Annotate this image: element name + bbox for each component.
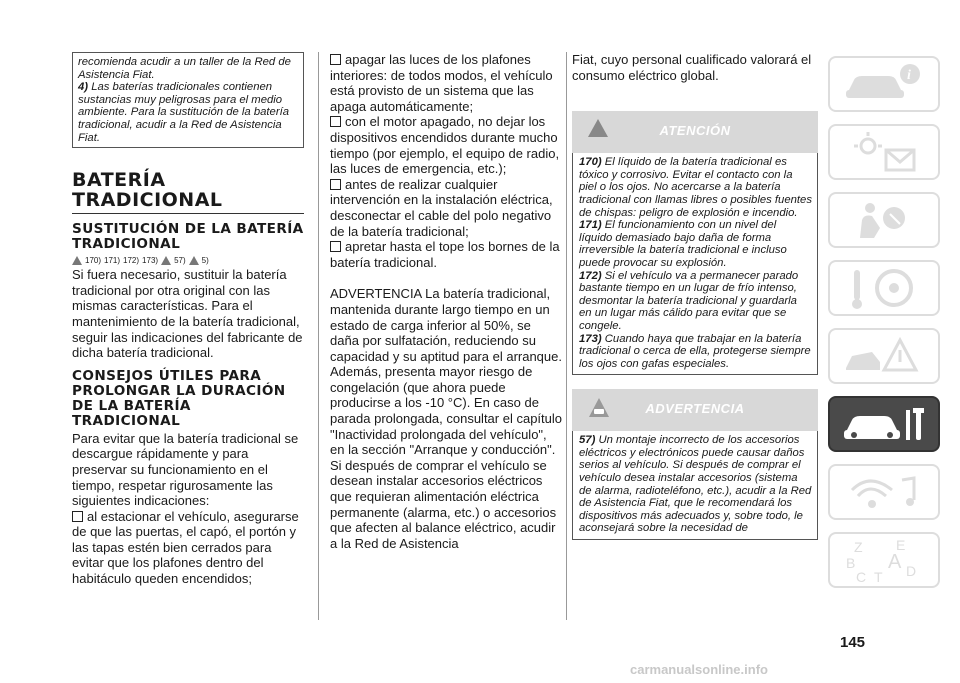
list-item — [330, 52, 562, 114]
list-item-text: apretar hasta el tope los bornes de la batería tradicional. — [330, 239, 560, 270]
note-item — [78, 81, 298, 144]
item-text: Cuando haya que trabajar en la batería tradicional o cerca de ella, protegerse siempre los ojos con gafas especiales. — [579, 332, 811, 370]
paragraph-replacement: Si fuera necesario, sustituir la batería tradicional por otra original con las mismas características. Para el mantenimiento de la batería tradicional, seguir las indicaciones del fabricante de dicha batería tradicional. — [72, 267, 303, 361]
list-item — [330, 177, 562, 239]
index-letter: Z — [854, 539, 863, 555]
atencion-item — [579, 270, 812, 333]
crash-icon — [840, 334, 930, 378]
column-2 — [330, 52, 562, 551]
page-number: 145 — [840, 634, 866, 651]
chapter-sidebar — [828, 56, 940, 600]
advertencia-box — [572, 431, 818, 540]
bullet-square-icon — [330, 179, 341, 190]
column-1 — [72, 52, 304, 587]
tab-starting-driving[interactable] — [828, 260, 940, 316]
note-ref: 4) — [78, 81, 89, 94]
intro-paragraph: Fiat, cuyo personal cualificado valorará el consumo eléctrico global. — [572, 52, 812, 83]
atencion-item — [579, 333, 812, 371]
multimedia-icon — [840, 470, 930, 514]
list-item — [330, 114, 562, 176]
item-text: Si el vehículo va a permanecer parado bastante tiempo en un lugar de frío intenso, desmontar la batería tradicional y guardarla en un lugar más cálido para evitar que se congele. — [579, 269, 799, 332]
bullet-square-icon — [330, 116, 341, 127]
ref-item: 173) — [142, 256, 159, 266]
warning-lights-icon — [840, 130, 930, 174]
tab-safety[interactable] — [828, 192, 940, 248]
list-item-text: con el motor apagado, no dejar los dispositivos encendidos durante mucho tiempo (por ejemplo, el equipo de radio, las luces de emergencia, etc.); — [330, 114, 560, 177]
item-ref: 57) — [579, 434, 596, 447]
tab-maintenance[interactable] — [828, 396, 940, 452]
item-ref: 172) — [579, 269, 602, 282]
column-divider — [566, 52, 567, 620]
index-letter: A — [888, 551, 902, 573]
subsection-title-tips: CONSEJOS ÚTILES PARA PROLONGAR LA DURACIÓN DE LA BATERÍA TRADICIONAL — [72, 367, 286, 429]
atencion-header — [572, 111, 818, 153]
ref-item: 172) — [123, 256, 140, 266]
list-item — [330, 239, 562, 270]
note-box-top — [72, 52, 304, 148]
note-text: Las baterías tradicionales contienen sustancias muy peligrosas para el medio ambiente. Para la sustitución de la batería tradicional, acudir a la Red de Asistencia Fiat. — [78, 81, 290, 144]
advertencia-paragraph: ADVERTENCIA La batería tradicional, mantenida durante largo tiempo en un estado de carga inferior al 50%, se daña por sulfatación, reduciendo su capacidad y su aptitud para el arranque. Además, presenta mayor riesgo de congelación (que ahora puede producirse a los -10 °C). En caso de parada prolongada, consultar el capítulo "Inactividad prolongada del vehículo", en la sección "Arranque y conducción". Si después de comprar el vehículo se desean instalar accesorios eléctricos que requieran alimentación eléctrica permanente (alarma, etc.) o accesorios que afecten al balance eléctrico, acudir a la Red de Asistencia — [330, 286, 562, 551]
tab-multimedia[interactable] — [828, 464, 940, 520]
tab-warning-lights[interactable] — [828, 124, 940, 180]
list-item — [72, 509, 304, 587]
bullet-square-icon — [72, 511, 83, 522]
reference-list — [72, 256, 304, 265]
atencion-title: ATENCIÓN — [659, 123, 731, 139]
tab-car-info[interactable] — [828, 56, 940, 112]
list-item-text: al estacionar el vehículo, asegurarse de que las puertas, el capó, el portón y las tapas estén bien cerrados para evitar que los plafones dentro del habitáculo queden encendidos; — [72, 508, 299, 587]
atencion-box — [572, 153, 818, 375]
advertencia-title: ADVERTENCIA — [645, 401, 745, 417]
tab-emergency[interactable] — [828, 328, 940, 384]
ref-item: 170) — [85, 256, 102, 266]
column-3 — [572, 52, 818, 540]
item-text: El líquido de la batería tradicional es tóxico y corrosivo. Evitar el contacto con la piel o los ojos. No acercarse a la batería tradicional con llamas libres o posibles fuentes de chispas: peligro de explosión e incendio. — [579, 156, 812, 219]
item-ref: 173) — [579, 332, 602, 345]
warning-triangle-icon — [189, 256, 199, 265]
ref-item: 171) — [104, 256, 121, 266]
advertencia-item — [579, 434, 812, 535]
car-maintenance-icon — [840, 402, 930, 446]
item-text: El funcionamiento con un nivel del líquido demasiado bajo daña de forma irreversible la batería tradicional e incluso puede provocar su explosión. — [579, 219, 787, 269]
index-letters-icon — [840, 538, 930, 584]
title-rule — [72, 213, 304, 214]
section-title: BATERÍA TRADICIONAL — [72, 169, 223, 212]
svg-text:i: i — [907, 68, 911, 83]
index-letter: T — [874, 569, 883, 584]
ref-item: 57) — [174, 256, 186, 266]
column-divider — [318, 52, 319, 620]
atencion-item — [579, 219, 812, 269]
note-continuation: recomienda acudir a un taller de la Red de Asistencia Fiat. — [78, 56, 291, 81]
item-ref: 170) — [579, 156, 602, 169]
list-item-text: apagar las luces de los plafones interiores: de todos modos, el vehículo está provisto de un sistema que las apaga automáticamente; — [330, 52, 553, 114]
paragraph-tips: Para evitar que la batería tradicional se descargue rápidamente y para preservar su funcionamiento en el tiempo, respetar rigurosamente las siguientes indicaciones: — [72, 430, 299, 509]
steering-key-icon — [840, 266, 930, 310]
advertencia-header — [572, 389, 818, 431]
warning-triangle-icon — [161, 256, 171, 265]
index-letter: E — [896, 538, 906, 553]
watermark: carmanualsonline.info — [630, 662, 768, 677]
warning-triangle-icon — [72, 256, 82, 265]
bullet-square-icon — [330, 241, 341, 252]
airbag-icon — [840, 198, 930, 242]
ref-item: 5) — [201, 256, 209, 266]
atencion-item — [579, 156, 812, 219]
index-letter: B — [846, 555, 856, 571]
tab-index[interactable] — [828, 532, 940, 588]
car-info-icon — [840, 62, 930, 106]
list-item-text: antes de realizar cualquier intervención en la instalación eléctrica, desconectar el cable del polo negativo de la batería tradicional; — [330, 176, 553, 239]
item-ref: 171) — [579, 219, 602, 232]
item-text: Un montaje incorrecto de los accesorios eléctricos y electrónicos puede causar daños serios al vehículo. Si después de comprar el vehículo desea instalar accesorios (sistema de alarma, radioteléfono, etc.), acudir a la Red de Asistencia Fiat, que le recomendará los dispositivos más adecuados y, sobre todo, le aconsejará sobre la necesidad de — [579, 434, 812, 535]
index-letter: D — [906, 563, 917, 579]
index-letter: C — [856, 569, 867, 584]
bullet-square-icon — [330, 54, 341, 65]
subsection-title-replacement: SUSTITUCIÓN DE LA BATERÍA TRADICIONAL — [72, 221, 304, 253]
